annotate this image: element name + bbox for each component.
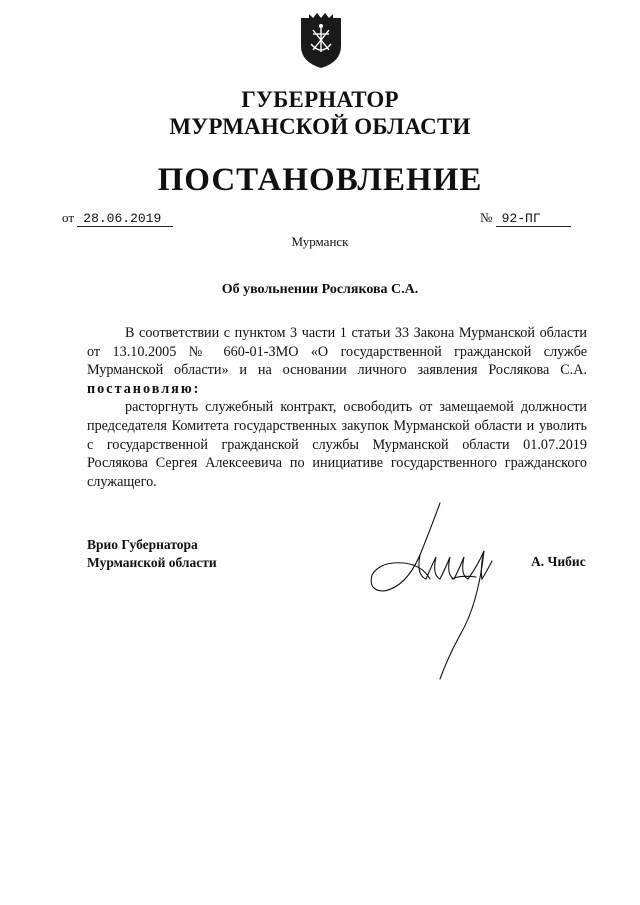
signatory-title [87, 536, 217, 572]
place-of-issue: Мурманск [291, 234, 349, 249]
document-body [87, 324, 587, 491]
number-value: 92-ПГ [496, 211, 571, 227]
signatory-name: А. Чибис [531, 554, 586, 569]
number-prefix: № [480, 210, 493, 225]
body-paragraph-1-text: В соответствии с пунктом 3 части 1 статьи 33 Закона Мурманской области от 13.10.2005 № 660-01-ЗМО «О государственной гражданской службе Мурманской области» и на основании личного заявления Рослякова С.А. [87, 325, 587, 379]
date-value: 28.06.2019 [77, 211, 173, 227]
signatory-title-line1: Врио Губернатора [87, 537, 198, 552]
issuer-title-line2: МУРМАНСКОЙ ОБЛАСТИ [169, 114, 471, 139]
date-field [62, 210, 173, 227]
date-prefix: от [62, 210, 75, 225]
document-type-title: ПОСТАНОВЛЕНИЕ [157, 162, 483, 198]
body-paragraph-2: расторгнуть служебный контракт, освободить от замещаемой должности председателя Комитета государственных закупок Мурманской области и уволить с государственной гражданской службы Мурманской области 01.07.2019 Рослякова Сергея Алексеевича по инициативе государственного гражданского служащего. [87, 399, 587, 490]
coat-of-arms-icon [299, 12, 343, 70]
handwritten-signature-image [360, 495, 520, 685]
document-subject: Об увольнении Рослякова С.А. [221, 282, 419, 297]
issuer-title-line1: ГУБЕРНАТОР [241, 87, 399, 112]
body-paragraph-1 [87, 324, 587, 398]
number-field [480, 210, 571, 227]
decree-word: постановляю: [87, 380, 201, 397]
signatory-title-line2: Мурманской области [87, 555, 217, 570]
